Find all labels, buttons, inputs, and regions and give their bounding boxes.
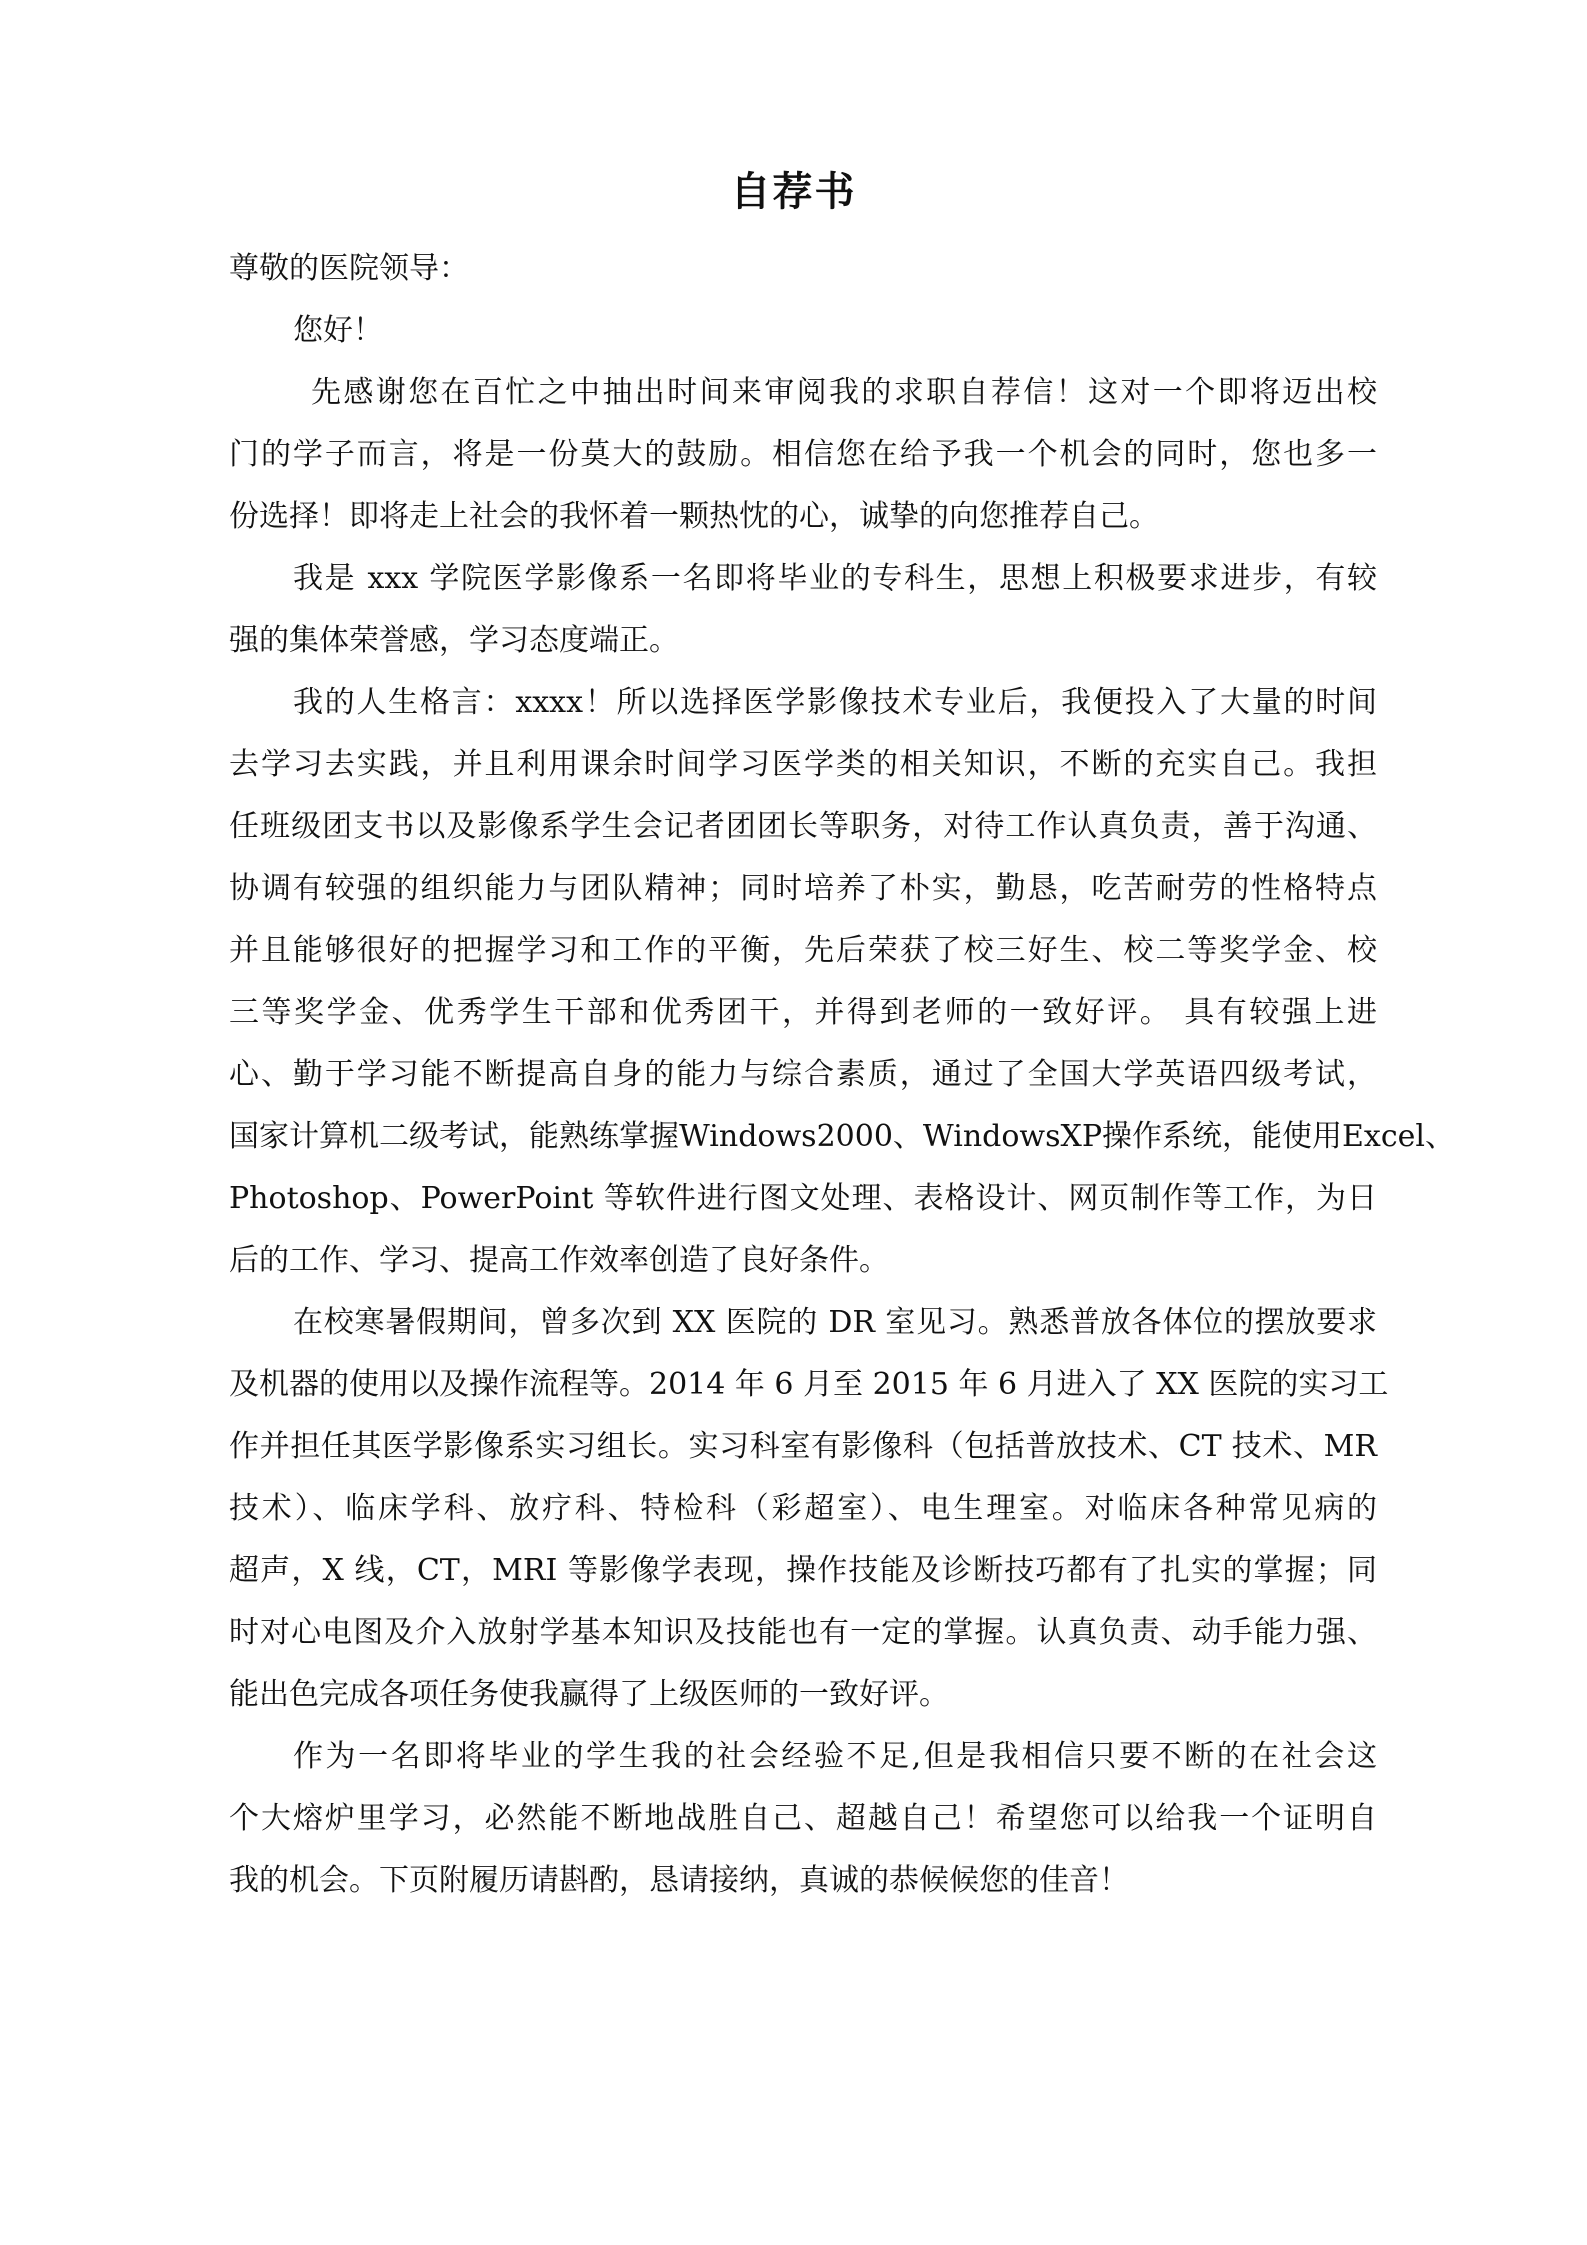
paragraph-line: 心、勤于学习能不断提高自身的能力与综合素质，通过了全国大学英语四级考试， — [229, 1057, 1377, 1092]
paragraph-line: 能出色完成各项任务使我赢得了上级医师的一致好评。 — [229, 1677, 949, 1712]
paragraph-line: 及机器的使用以及操作流程等。2014 年 6 月至 2015 年 6 月进入了 XX 医院的实习工 — [229, 1367, 1389, 1402]
paragraph-line: 份选择！即将走上社会的我怀着一颗热忱的心，诚挚的向您推荐自己。 — [229, 499, 1159, 534]
paragraph-internship — [229, 1292, 1389, 1726]
paragraph-line: 时对心电图及介入放射学基本知识及技能也有一定的掌握。认真负责、动手能力强、 — [229, 1615, 1377, 1650]
paragraph-intro — [229, 362, 1377, 548]
document-title: 自荐书 — [730, 168, 857, 215]
paragraph-line: 国家计算机二级考试，能熟练掌握Windows2000、WindowsXP操作系统，能使用Excel、 — [229, 1119, 1455, 1154]
paragraph-line: 强的集体荣誉感，学习态度端正。 — [229, 623, 679, 658]
paragraph-self-intro — [229, 548, 1377, 672]
greeting: 您好！ — [293, 313, 383, 348]
paragraph-line: 协调有较强的组织能力与团队精神；同时培养了朴实，勤恳，吃苦耐劳的性格特点 — [229, 871, 1377, 906]
salutation: 尊敬的医院领导： — [229, 251, 469, 286]
letter-body — [229, 238, 1455, 1912]
paragraph-closing — [229, 1726, 1377, 1912]
paragraph-line: 三等奖学金、优秀学生干部和优秀团干，并得到老师的一致好评。 具有较强上进 — [229, 995, 1377, 1030]
paragraph-line: 任班级团支书以及影像系学生会记者团团长等职务，对待工作认真负责，善于沟通、 — [229, 809, 1377, 844]
paragraph-line: Photoshop、PowerPoint 等软件进行图文处理、表格设计、网页制作等工作，为日 — [229, 1181, 1377, 1216]
paragraph-line: 超声，X 线，CT，MRI 等影像学表现，操作技能及诊断技巧都有了扎实的掌握；同 — [229, 1553, 1377, 1588]
paragraph-line: 个大熔炉里学习，必然能不断地战胜自己、超越自己！希望您可以给我一个证明自 — [229, 1801, 1377, 1836]
paragraph-line: 先感谢您在百忙之中抽出时间来审阅我的求职自荐信！这对一个即将迈出校 — [311, 375, 1377, 410]
paragraph-line: 我的机会。下页附履历请斟酌，恳请接纳，真诚的恭候候您的佳音！ — [229, 1863, 1129, 1898]
paragraph-line: 技术）、临床学科、放疗科、特检科（彩超室）、电生理室。对临床各种常见病的 — [229, 1491, 1377, 1526]
paragraph-line: 我是 xxx 学院医学影像系一名即将毕业的专科生，思想上积极要求进步，有较 — [293, 561, 1377, 596]
paragraph-line: 作为一名即将毕业的学生我的社会经验不足,但是我相信只要不断的在社会这 — [293, 1739, 1377, 1774]
paragraph-line: 在校寒暑假期间，曾多次到 XX 医院的 DR 室见习。熟悉普放各体位的摆放要求 — [293, 1305, 1377, 1340]
paragraph-line: 我的人生格言：xxxx！所以选择医学影像技术专业后，我便投入了大量的时间 — [293, 685, 1377, 720]
paragraph-line: 后的工作、学习、提高工作效率创造了良好条件。 — [229, 1243, 889, 1278]
paragraph-line: 去学习去实践，并且利用课余时间学习医学类的相关知识，不断的充实自己。我担 — [229, 747, 1377, 782]
paragraph-experience — [229, 672, 1455, 1292]
paragraph-line: 并且能够很好的把握学习和工作的平衡，先后荣获了校三好生、校二等奖学金、校 — [229, 933, 1377, 968]
paragraph-line: 作并担任其医学影像系实习组长。实习科室有影像科（包括普放技术、CT 技术、MR — [229, 1429, 1377, 1464]
paragraph-line: 门的学子而言，将是一份莫大的鼓励。相信您在给予我一个机会的同时，您也多一 — [229, 437, 1377, 472]
